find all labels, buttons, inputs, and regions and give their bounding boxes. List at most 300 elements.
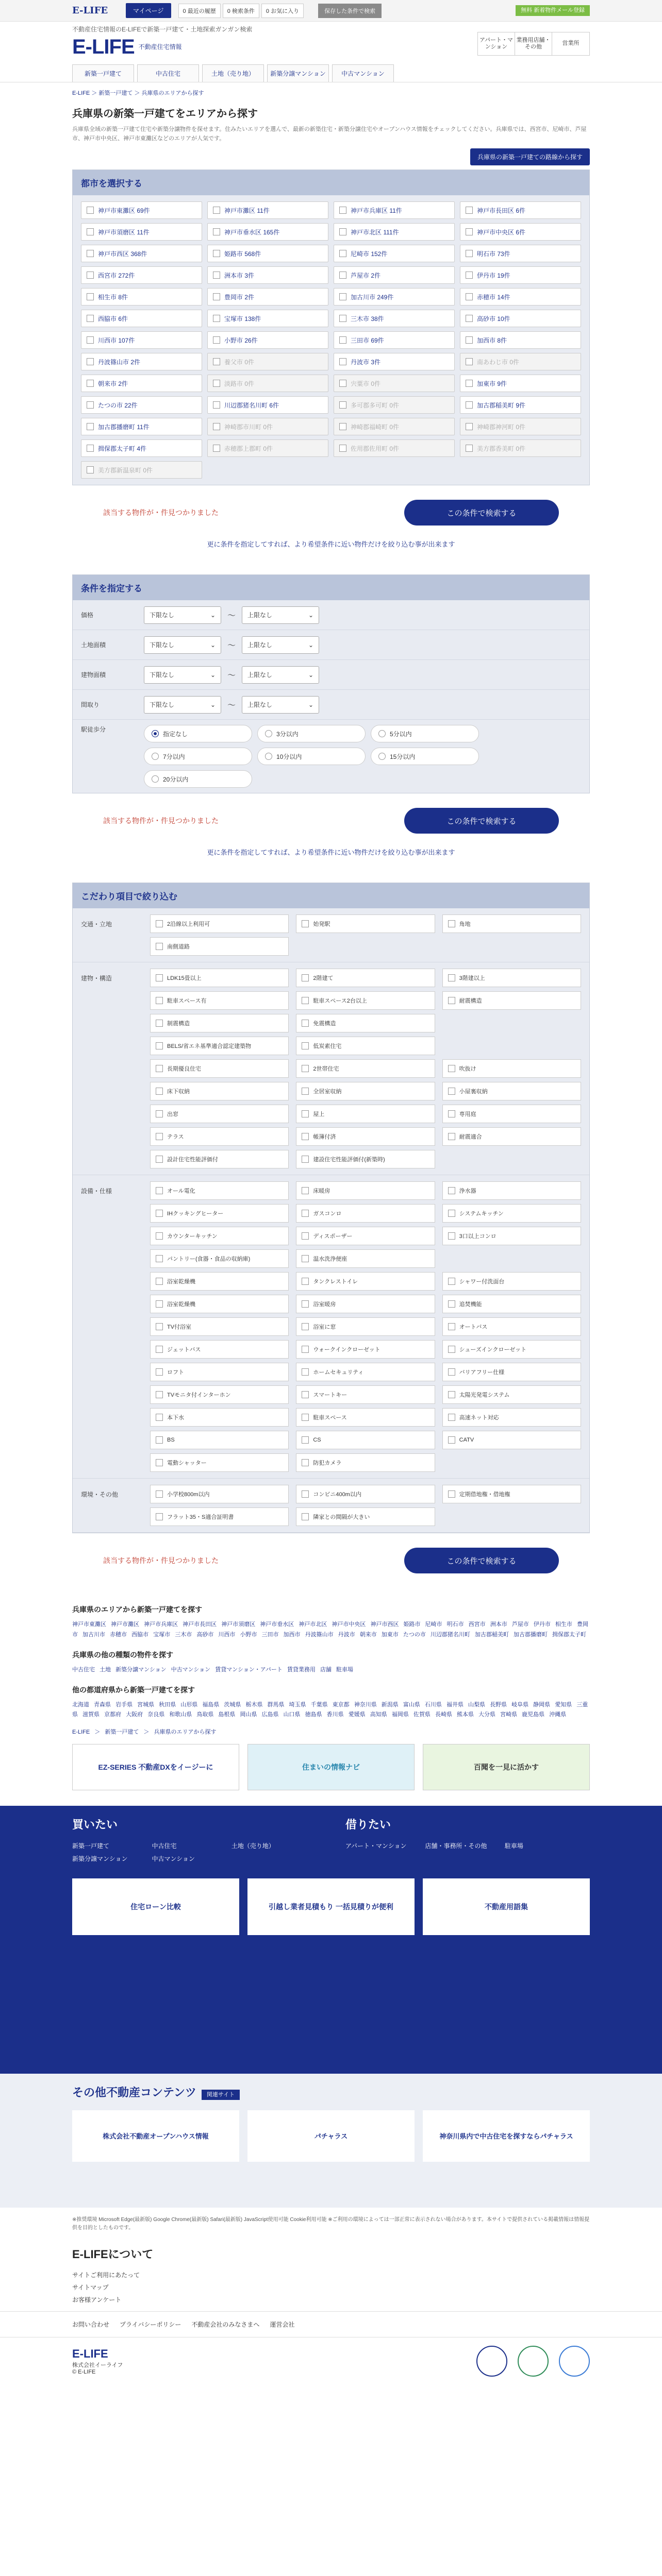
checkbox-icon[interactable] — [87, 445, 94, 452]
city-checkbox[interactable] — [207, 310, 328, 327]
condition-panel-title: 条件を指定する — [73, 575, 589, 600]
buy-link-4[interactable]: 新築分譲マンション — [72, 1855, 128, 1862]
checkbox-icon[interactable] — [448, 1323, 455, 1330]
feature-checkbox[interactable] — [296, 1014, 435, 1032]
checkbox-icon[interactable] — [302, 1459, 309, 1466]
feature-checkbox[interactable] — [150, 1249, 289, 1268]
checkbox-icon[interactable] — [448, 997, 455, 1004]
rent-link-3[interactable]: 駐車場 — [504, 1842, 523, 1850]
checkbox-icon[interactable] — [156, 1187, 163, 1194]
checkbox-icon[interactable] — [466, 380, 473, 387]
city-checkbox[interactable] — [81, 375, 202, 392]
feature-checkbox[interactable] — [442, 1181, 581, 1200]
max-select[interactable] — [242, 606, 319, 624]
moving-banner[interactable]: 引越し業者見積もり 一括見積りが便利 — [247, 1878, 415, 1935]
checkbox-icon[interactable] — [213, 207, 220, 214]
checkbox-icon[interactable] — [156, 1278, 163, 1285]
checkbox-icon[interactable] — [302, 1210, 309, 1217]
checkbox-icon[interactable] — [339, 315, 346, 322]
glossary-banner[interactable]: 不動産用語集 — [423, 1878, 590, 1935]
checkbox-icon[interactable] — [302, 920, 309, 927]
city-checkbox[interactable] — [207, 201, 328, 219]
checkbox-icon[interactable] — [339, 293, 346, 300]
feature-checkbox[interactable] — [442, 1059, 581, 1078]
search-button[interactable]: この条件で検索する — [404, 500, 559, 526]
gnav-used-mansion[interactable]: 中古マンション — [332, 64, 394, 82]
checkbox-icon — [466, 445, 473, 452]
checkbox-icon[interactable] — [213, 336, 220, 344]
checkbox-icon[interactable] — [87, 401, 94, 409]
search-button-3[interactable]: この条件で検索する — [404, 1548, 559, 1573]
city-checkbox[interactable] — [334, 266, 455, 284]
walk-option[interactable] — [257, 748, 366, 765]
feature-checkbox[interactable] — [442, 1204, 581, 1223]
checkbox-icon[interactable] — [302, 1156, 309, 1163]
breadcrumb[interactable]: E-LIFE ＞ 新築一戸建て ＞ 兵庫県のエリアから探す — [72, 90, 204, 96]
min-select[interactable] — [144, 666, 221, 684]
other-banners — [72, 2110, 590, 2162]
feature-checkbox[interactable] — [150, 991, 289, 1010]
gnav-new-mansion[interactable]: 新築分譲マンション — [267, 64, 329, 82]
city-checkbox[interactable] — [334, 288, 455, 306]
city-checkbox[interactable] — [207, 396, 328, 414]
feature-checkbox[interactable] — [296, 1340, 435, 1359]
feature-checkbox[interactable] — [296, 1227, 435, 1245]
feature-checkbox[interactable] — [442, 1340, 581, 1359]
radio-icon[interactable] — [378, 730, 386, 737]
city-checkbox[interactable] — [207, 245, 328, 262]
feature-checkbox[interactable] — [150, 1272, 289, 1291]
checkbox-icon[interactable] — [448, 1300, 455, 1308]
city-checkbox[interactable] — [460, 245, 581, 262]
feature-label: パントリー(食器・食品の収納庫) — [167, 1256, 251, 1263]
checkbox-icon[interactable] — [156, 1210, 163, 1217]
feature-checkbox[interactable] — [296, 1317, 435, 1336]
banner-navi[interactable]: 住まいの情報ナビ — [247, 1744, 415, 1790]
checkbox-icon[interactable] — [339, 228, 346, 235]
feature-checkbox[interactable] — [150, 1408, 289, 1427]
checkbox-icon[interactable] — [466, 336, 473, 344]
city-checkbox[interactable] — [460, 223, 581, 241]
city-checkbox[interactable] — [334, 223, 455, 241]
checkbox-icon[interactable] — [448, 1187, 455, 1194]
checkbox-icon[interactable] — [156, 1133, 163, 1140]
feature-checkbox[interactable] — [150, 1431, 289, 1449]
feature-checkbox[interactable] — [150, 969, 289, 987]
radio-icon[interactable] — [378, 753, 386, 760]
feature-checkbox[interactable] — [442, 1127, 581, 1146]
feature-checkbox[interactable] — [296, 1485, 435, 1503]
banner-ez[interactable]: EZ-SERIES 不動産DXをイージーに — [72, 1744, 239, 1790]
checkbox-icon[interactable] — [302, 1414, 309, 1421]
feature-checkbox[interactable] — [442, 1227, 581, 1245]
checkbox-icon[interactable] — [339, 250, 346, 257]
mail-register-button[interactable]: 無料 新着物件メール登録 — [516, 5, 590, 16]
checkbox-icon[interactable] — [213, 250, 220, 257]
checkbox-icon[interactable] — [156, 1490, 163, 1498]
checkbox-icon[interactable] — [302, 997, 309, 1004]
city-checkbox[interactable] — [81, 201, 202, 219]
min-select[interactable] — [144, 606, 221, 624]
nav-business[interactable]: 業務用店舗・その他 — [515, 32, 552, 55]
checkbox-icon[interactable] — [87, 358, 94, 365]
about-link-3[interactable]: お客様アンケート — [72, 2296, 122, 2303]
feature-checkbox[interactable] — [442, 914, 581, 933]
city-checkbox[interactable] — [81, 288, 202, 306]
feature-checkbox[interactable] — [442, 1485, 581, 1503]
buy-link-1[interactable]: 新築一戸建て — [72, 1842, 110, 1850]
feature-checkbox[interactable] — [150, 1204, 289, 1223]
radio-icon[interactable] — [152, 775, 159, 783]
feature-checkbox[interactable] — [442, 991, 581, 1010]
checkbox-icon[interactable] — [213, 228, 220, 235]
checkbox-icon[interactable] — [87, 250, 94, 257]
checkbox-icon[interactable] — [156, 1020, 163, 1027]
feature-checkbox[interactable] — [150, 1507, 289, 1526]
type-links-list[interactable]: 中古住宅 土地 新築分譲マンション 中古マンション 賃貸マンション・アパート 賃貸業務用 店舗 駐車場 — [72, 1666, 354, 1673]
city-checkbox[interactable] — [460, 375, 581, 392]
buy-link-5[interactable]: 中古マンション — [152, 1855, 195, 1862]
city-checkbox[interactable] — [207, 223, 328, 241]
checkbox-icon[interactable] — [156, 1513, 163, 1520]
feature-label: CATV — [459, 1437, 474, 1444]
feature-checkbox[interactable] — [442, 1295, 581, 1313]
city-checkbox[interactable] — [334, 331, 455, 349]
checkbox-icon[interactable] — [302, 1110, 309, 1117]
checkbox-icon[interactable] — [448, 1133, 455, 1140]
checkbox-icon[interactable] — [466, 272, 473, 279]
contact-link[interactable]: お問い合わせ — [72, 2320, 110, 2328]
feature-checkbox[interactable] — [296, 1431, 435, 1449]
checkbox-icon[interactable] — [302, 1323, 309, 1330]
checkbox-icon[interactable] — [339, 336, 346, 344]
city-checkbox[interactable] — [334, 353, 455, 370]
city-checkbox[interactable] — [81, 310, 202, 327]
feature-checkbox[interactable] — [296, 1127, 435, 1146]
checkbox-icon[interactable] — [448, 1490, 455, 1498]
banner-hyakubun[interactable]: 百聞を一見に活かす — [423, 1744, 590, 1790]
city-checkbox[interactable] — [207, 331, 328, 349]
checkbox-icon[interactable] — [213, 315, 220, 322]
city-checkbox[interactable] — [207, 266, 328, 284]
checkbox-icon[interactable] — [87, 272, 94, 279]
checkbox-icon[interactable] — [156, 1323, 163, 1330]
feature-checkbox[interactable] — [150, 1181, 289, 1200]
checkbox-icon[interactable] — [302, 1278, 309, 1285]
checkbox-icon[interactable] — [156, 1414, 163, 1421]
feature-checkbox[interactable] — [150, 1317, 289, 1336]
checkbox-icon[interactable] — [156, 1065, 163, 1072]
feature-checkbox[interactable] — [296, 1408, 435, 1427]
feature-checkbox[interactable] — [150, 1150, 289, 1168]
checkbox-icon[interactable] — [302, 1232, 309, 1240]
feature-checkbox[interactable] — [150, 1453, 289, 1472]
feature-checkbox[interactable] — [296, 1385, 435, 1404]
feature-checkbox[interactable] — [150, 1059, 289, 1078]
feature-checkbox[interactable] — [442, 969, 581, 987]
checkbox-icon[interactable] — [156, 1255, 163, 1262]
feature-checkbox[interactable] — [296, 1204, 435, 1223]
checkbox-icon[interactable] — [339, 272, 346, 279]
top-logo[interactable]: E-LIFE — [72, 5, 108, 16]
checkbox-icon[interactable] — [448, 1232, 455, 1240]
feature-checkbox[interactable] — [442, 1272, 581, 1291]
city-checkbox[interactable] — [460, 310, 581, 327]
checkbox-icon[interactable] — [466, 250, 473, 257]
city-label: 南あわじ市 0件 — [477, 358, 520, 366]
feature-checkbox[interactable] — [442, 1408, 581, 1427]
checkbox-icon[interactable] — [466, 315, 473, 322]
checkbox-icon[interactable] — [302, 1133, 309, 1140]
checkbox-icon[interactable] — [156, 920, 163, 927]
walk-option[interactable] — [257, 725, 366, 742]
walk-option[interactable] — [371, 748, 479, 765]
checkbox-icon[interactable] — [87, 207, 94, 214]
checkbox-icon[interactable] — [302, 1255, 309, 1262]
checkbox-icon[interactable] — [87, 423, 94, 430]
checkbox-icon[interactable] — [302, 974, 309, 981]
checkbox-icon[interactable] — [448, 1414, 455, 1421]
walk-label: 3分以内 — [276, 730, 299, 738]
mypage-button[interactable]: マイページ — [126, 3, 171, 18]
checkbox-icon[interactable] — [156, 1459, 163, 1466]
checkbox-icon[interactable] — [156, 1088, 163, 1095]
checkbox-icon[interactable] — [302, 1391, 309, 1398]
checkbox-icon[interactable] — [87, 315, 94, 322]
radio-icon[interactable] — [152, 730, 159, 737]
checkbox-icon[interactable] — [339, 207, 346, 214]
city-checkbox[interactable] — [460, 288, 581, 306]
feature-checkbox[interactable] — [442, 1105, 581, 1123]
gnav-land[interactable]: 土地（売り地） — [202, 64, 264, 82]
feature-checkbox[interactable] — [150, 1340, 289, 1359]
kanagawa-banner[interactable]: 神奈川県内で中古住宅を探すならパチャラス — [423, 2110, 590, 2162]
buy-link-3[interactable]: 土地（売り地） — [231, 1842, 275, 1850]
privacy-link[interactable]: プライバシーポリシー — [120, 2320, 181, 2328]
checkbox-icon[interactable] — [302, 1042, 309, 1049]
checkbox-icon[interactable] — [213, 272, 220, 279]
rent-link-1[interactable]: アパート・マンション — [345, 1842, 407, 1850]
feature-checkbox[interactable] — [442, 1082, 581, 1100]
city-checkbox[interactable] — [207, 288, 328, 306]
feature-checkbox[interactable] — [296, 1295, 435, 1313]
checkbox-icon[interactable] — [448, 1065, 455, 1072]
feature-checkbox[interactable] — [150, 1082, 289, 1100]
city-checkbox[interactable] — [81, 266, 202, 284]
gnav-used-house[interactable]: 中古住宅 — [137, 64, 199, 82]
feature-checkbox[interactable] — [150, 1105, 289, 1123]
city-checkbox[interactable] — [460, 331, 581, 349]
city-checkbox[interactable] — [81, 353, 202, 370]
line-search-button[interactable]: 兵庫県の新築一戸建ての路線から探す — [470, 148, 590, 165]
walk-option[interactable] — [144, 748, 252, 765]
feature-checkbox[interactable] — [442, 1431, 581, 1449]
checkbox-icon[interactable] — [302, 1065, 309, 1072]
feature-checkbox[interactable] — [296, 1507, 435, 1526]
min-select[interactable] — [144, 636, 221, 654]
checkbox-icon[interactable] — [156, 997, 163, 1004]
city-checkbox[interactable] — [334, 245, 455, 262]
about-section — [0, 2241, 662, 2311]
checkbox-icon[interactable] — [466, 228, 473, 235]
feature-checkbox[interactable] — [296, 991, 435, 1010]
openhouse-banner[interactable]: 株式会社不動産オープンハウス情報 — [72, 2110, 239, 2162]
walk-option[interactable] — [144, 725, 252, 742]
city-checkbox[interactable] — [81, 396, 202, 414]
gnav-new-house[interactable]: 新築一戸建て — [72, 64, 134, 82]
feature-checkbox[interactable] — [150, 1385, 289, 1404]
feature-checkbox[interactable] — [296, 1453, 435, 1472]
city-checkbox[interactable] — [81, 331, 202, 349]
checkbox-icon[interactable] — [156, 1346, 163, 1353]
radio-icon[interactable] — [152, 753, 159, 760]
feature-label: 角地 — [459, 921, 471, 928]
feature-panel-title: こだわり項目で絞り込む — [73, 883, 589, 908]
radio-icon[interactable] — [265, 753, 272, 760]
realtor-link[interactable]: 不動産会社のみなさまへ — [191, 2320, 260, 2328]
feature-checkbox[interactable] — [296, 1105, 435, 1123]
feature-label: ガスコンロ — [313, 1211, 342, 1217]
checkbox-icon[interactable] — [156, 1436, 163, 1444]
checkbox-icon[interactable] — [156, 943, 163, 950]
checkbox-icon[interactable] — [302, 1088, 309, 1095]
walk-option[interactable] — [144, 770, 252, 788]
search-condition-button[interactable]: 0 検索条件 — [223, 4, 259, 18]
feature-checkbox[interactable] — [150, 1227, 289, 1245]
checkbox-icon[interactable] — [302, 1300, 309, 1308]
checkbox-icon[interactable] — [156, 1391, 163, 1398]
feature-checkbox[interactable] — [150, 1127, 289, 1146]
checkbox-icon[interactable] — [466, 293, 473, 300]
checkbox-icon[interactable] — [156, 1300, 163, 1308]
nav-apartment[interactable]: アパート・マンション — [478, 32, 515, 55]
feature-checkbox[interactable] — [296, 969, 435, 987]
city-checkbox[interactable] — [460, 396, 581, 414]
checkbox-icon[interactable] — [156, 1042, 163, 1049]
recent-history-button[interactable]: 0 最近の履歴 — [178, 4, 221, 18]
checkbox-icon[interactable] — [156, 1232, 163, 1240]
checkbox-icon[interactable] — [156, 974, 163, 981]
search-button-2[interactable]: この条件で検索する — [404, 808, 559, 834]
feature-checkbox[interactable] — [150, 1037, 289, 1055]
feature-checkbox[interactable] — [150, 1485, 289, 1503]
checkbox-icon[interactable] — [448, 1436, 455, 1444]
nav-office[interactable]: 営業所 — [562, 40, 580, 47]
checkbox-icon[interactable] — [87, 336, 94, 344]
city-checkbox[interactable] — [460, 201, 581, 219]
loan-banner[interactable]: 住宅ローン比較 — [72, 1878, 239, 1935]
breadcrumb-bottom[interactable]: E-LIFE ＞ 新築一戸建て ＞ 兵庫県のエリアから探す — [72, 1729, 217, 1736]
city-checkbox[interactable] — [81, 418, 202, 435]
feature-checkbox[interactable] — [296, 1082, 435, 1100]
checkbox-icon[interactable] — [448, 1210, 455, 1217]
city-checkbox[interactable] — [81, 245, 202, 262]
checkbox-icon[interactable] — [156, 1156, 163, 1163]
feature-checkbox[interactable] — [150, 937, 289, 956]
checkbox-icon[interactable] — [302, 1368, 309, 1376]
checkbox-icon[interactable] — [87, 380, 94, 387]
checkbox-icon[interactable] — [448, 1346, 455, 1353]
about-link-2[interactable]: サイトマップ — [72, 2283, 109, 2291]
checkbox-icon[interactable] — [448, 1110, 455, 1117]
company-link[interactable]: 運営会社 — [270, 2320, 295, 2328]
checkbox-icon[interactable] — [156, 1110, 163, 1117]
city-checkbox[interactable] — [460, 266, 581, 284]
min-select[interactable] — [144, 696, 221, 714]
feature-checkbox[interactable] — [442, 1385, 581, 1404]
checkbox-icon[interactable] — [87, 293, 94, 300]
city-checkbox[interactable] — [81, 223, 202, 241]
pachaus-banner[interactable]: パチャラス — [247, 2110, 415, 2162]
checkbox-icon[interactable] — [448, 1391, 455, 1398]
feature-checkbox[interactable] — [296, 1363, 435, 1381]
checkbox-icon[interactable] — [213, 293, 220, 300]
max-select[interactable] — [242, 696, 319, 714]
radio-icon[interactable] — [265, 730, 272, 737]
feature-checkbox[interactable] — [296, 914, 435, 933]
feature-label: 2世帯住宅 — [313, 1066, 339, 1073]
feature-checkbox[interactable] — [296, 1059, 435, 1078]
feature-checkbox[interactable] — [296, 1181, 435, 1200]
feature-checkbox[interactable] — [442, 1363, 581, 1381]
checkbox-icon[interactable] — [448, 1088, 455, 1095]
checkbox-icon[interactable] — [87, 228, 94, 235]
rent-link-2[interactable]: 店舗・事務所・その他 — [425, 1842, 487, 1850]
checkbox-icon[interactable] — [213, 401, 220, 409]
site-logo[interactable]: E-LIFE — [72, 36, 135, 58]
feature-checkbox[interactable] — [442, 1317, 581, 1336]
checkbox-icon[interactable] — [448, 974, 455, 981]
feature-checkbox[interactable] — [150, 1363, 289, 1381]
feature-checkbox[interactable] — [296, 1037, 435, 1055]
walk-option[interactable] — [371, 725, 479, 742]
feature-label: タンクレストイレ — [313, 1279, 358, 1285]
favorites-button[interactable]: 0 お気に入り — [261, 4, 304, 18]
about-link-1[interactable]: サイトご利用にあたって — [72, 2271, 140, 2279]
checkbox-icon[interactable] — [302, 1436, 309, 1444]
checkbox-icon[interactable] — [302, 1490, 309, 1498]
buy-link-2[interactable]: 中古住宅 — [152, 1842, 177, 1850]
feature-checkbox[interactable] — [150, 1295, 289, 1313]
feature-checkbox[interactable] — [296, 1150, 435, 1168]
saved-search-button[interactable]: 保存した条件で検索 — [318, 4, 382, 18]
spacer — [442, 1453, 581, 1472]
checkbox-icon[interactable] — [339, 358, 346, 365]
feature-checkbox[interactable] — [150, 914, 289, 933]
checkbox-icon[interactable] — [448, 920, 455, 927]
feature-checkbox[interactable] — [150, 1014, 289, 1032]
checkbox-icon[interactable] — [448, 1368, 455, 1376]
checkbox-icon[interactable] — [466, 207, 473, 214]
area-links-list[interactable]: 神戸市東灘区 神戸市灘区 神戸市兵庫区 神戸市長田区 神戸市須磨区 神戸市垂水区 神戸市北区 神戸市中央区 神戸市西区 姫路市 尼崎市 明石市 西宮市 洲本市 芦屋市 伊丹市 相生市 豊岡市 加古川市 赤穂市 西脇市 宝塚市 三木市 高砂市 川西市 小野市 三田市 加西市 丹波篠山市 丹波市 朝来市 加東市 たつの市 川辺郡猪名川町 加古郡稲美町 加古郡播磨町 揖保郡太子町 — [72, 1621, 588, 1638]
checkbox-icon[interactable] — [302, 1187, 309, 1194]
checkbox-icon[interactable] — [448, 1278, 455, 1285]
max-select[interactable] — [242, 636, 319, 654]
checkbox-icon[interactable] — [302, 1346, 309, 1353]
feature-checkbox[interactable] — [296, 1272, 435, 1291]
feature-checkbox[interactable] — [296, 1249, 435, 1268]
checkbox-icon[interactable] — [466, 401, 473, 409]
city-checkbox[interactable] — [334, 201, 455, 219]
footer-logo[interactable]: E-LIFE — [72, 2347, 108, 2360]
city-checkbox[interactable] — [81, 439, 202, 457]
checkbox-icon[interactable] — [302, 1020, 309, 1027]
max-select[interactable] — [242, 666, 319, 684]
checkbox-icon[interactable] — [156, 1368, 163, 1376]
checkbox-icon[interactable] — [302, 1513, 309, 1520]
city-checkbox[interactable] — [334, 310, 455, 327]
pref-links-list[interactable]: 北海道 青森県 岩手県 宮城県 秋田県 山形県 福島県 茨城県 栃木県 群馬県 埼玉県 千葉県 東京都 神奈川県 新潟県 富山県 石川県 福井県 山梨県 長野県 岐阜県 静岡県 愛知県 三重県 滋賀県 京都府 大阪府 奈良県 和歌山県 鳥取県 島根県 岡山県 広島県 山口県 徳島県 香川県 愛媛県 高知県 福岡県 佐賀県 長崎県 熊本県 大分県 宮崎県 鹿児島県 沖縄県 — [72, 1701, 588, 1718]
